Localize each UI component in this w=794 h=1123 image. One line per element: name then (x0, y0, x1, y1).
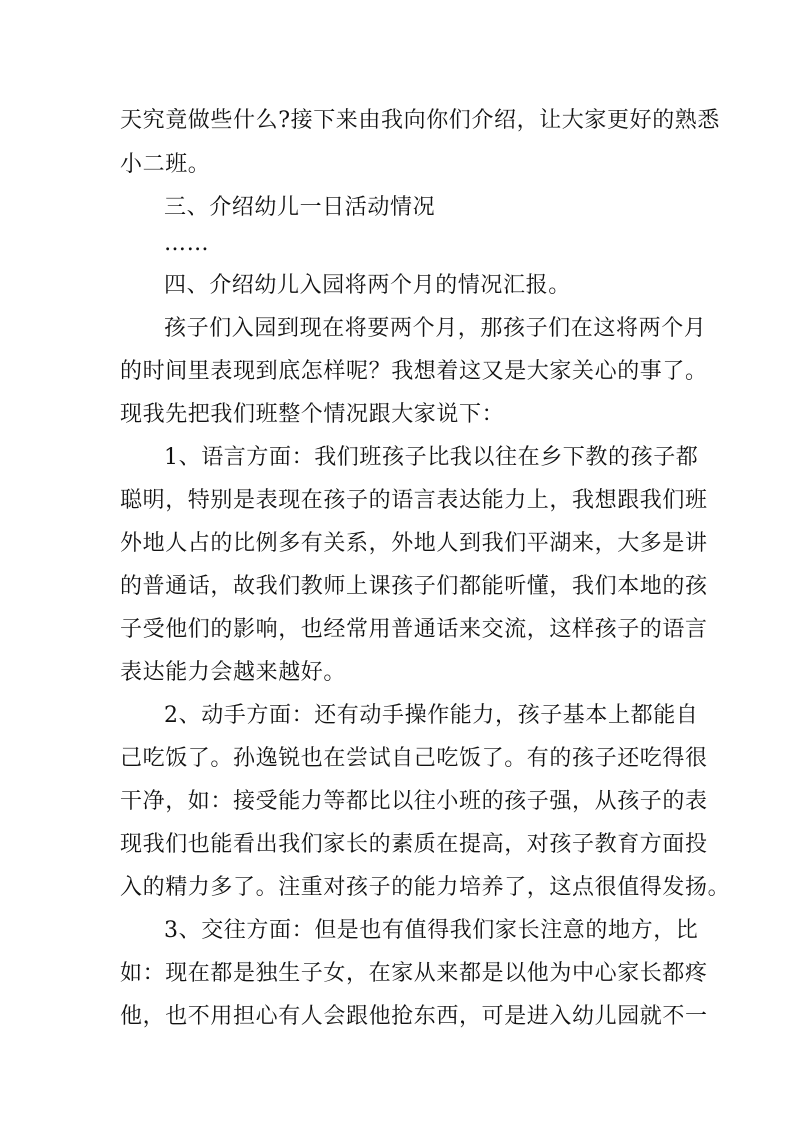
paragraph-line: 现我先把我们班整个情况跟大家说下： (120, 402, 505, 427)
paragraph-line: 入的精力多了。注重对孩子的能力培养了，这点很值得发扬。 (120, 875, 731, 900)
paragraph-line: 如：现在都是独生子女，在家从来都是以他为中心家长都疼 (120, 961, 708, 986)
paragraph-line: 子受他们的影响，也经常用普通话来交流，这样孩子的语言 (120, 617, 708, 642)
paragraph-line: 2、动手方面：还有动手操作能力，孩子基本上都能自 (164, 703, 699, 728)
paragraph-line: 孩子们入园到现在将要两个月，那孩子们在这将两个月 (164, 316, 707, 341)
paragraph-line: 干净，如：接受能力等都比以往小班的孩子强，从孩子的表 (120, 789, 708, 814)
paragraph-line: 1、语言方面：我们班孩子比我以往在乡下教的孩子都 (164, 445, 699, 470)
paragraph-line: 的普通话，故我们教师上课孩子们都能听懂，我们本地的孩 (120, 574, 708, 599)
paragraph-line: 他，也不用担心有人会跟他抢东西，可是进入幼儿园就不一 (120, 1004, 708, 1029)
paragraph-line: 聪明，特别是表现在孩子的语言表达能力上，我想跟我们班 (120, 488, 708, 513)
ellipsis-line: …… (164, 231, 210, 256)
paragraph-line: 己吃饭了。孙逸锐也在尝试自己吃饭了。有的孩子还吃得很 (120, 746, 708, 771)
text-line: 小二班。 (120, 152, 211, 177)
paragraph-line: 的时间里表现到底怎样呢？我想着这又是大家关心的事了。 (120, 359, 708, 384)
paragraph-line: 表达能力会越来越好。 (120, 660, 347, 685)
paragraph-line: 外地人占的比例多有关系，外地人到我们平湖来，大多是讲 (120, 531, 708, 556)
section-heading: 三、介绍幼儿一日活动情况 (164, 195, 436, 220)
paragraph-line: 现我们也能看出我们家长的素质在提高，对孩子教育方面投 (120, 832, 708, 857)
paragraph-line: 3、交往方面：但是也有值得我们家长注意的地方，比 (164, 918, 699, 943)
text-line: 天究竟做些什么?接下来由我向你们介绍，让大家更好的熟悉 (120, 108, 720, 133)
section-heading: 四、介绍幼儿入园将两个月的情况汇报。 (164, 273, 571, 298)
